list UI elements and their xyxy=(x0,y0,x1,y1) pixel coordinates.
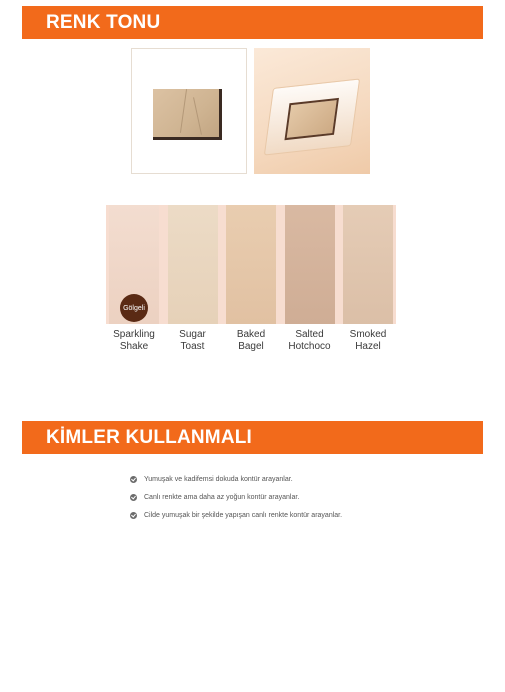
powder-pan-image xyxy=(153,89,222,140)
shade-labels xyxy=(106,329,396,353)
product-photo-compact xyxy=(254,48,370,174)
swatch-smoked-hazel xyxy=(343,205,393,324)
product-photo-pan xyxy=(131,48,247,174)
swatch-sparkling-shake xyxy=(109,205,159,324)
shade-label: Sparkling Shake xyxy=(113,329,155,352)
shade-label: Sugar Toast xyxy=(179,329,206,352)
target-users-list xyxy=(130,475,342,529)
list-item: Cilde yumuşak bir şekilde yapışan canlı renkte kontür arayanlar. xyxy=(130,511,342,520)
shade-swatches xyxy=(106,205,396,324)
list-item: Canlı renkte ama daha az yoğun kontür arayanlar. xyxy=(130,493,342,502)
shade-label: Baked Bagel xyxy=(236,329,266,352)
list-item: Yumuşak ve kadifemsi dokuda kontür arayanlar. xyxy=(130,475,342,484)
shade-label: Salted Hotchoco xyxy=(288,329,331,352)
check-circle-icon xyxy=(130,494,137,501)
swatch-sugar-toast xyxy=(168,205,218,324)
section-title: RENK TONU xyxy=(46,11,161,33)
swatch-salted-hotchoco xyxy=(285,205,335,324)
shade-label: Smoked Hazel xyxy=(349,329,387,352)
check-circle-icon xyxy=(130,512,137,519)
section-banner-kimler-kullanmali xyxy=(22,421,483,454)
section-banner-renk-tonu xyxy=(22,6,483,39)
shimmer-badge: Gölgeli xyxy=(120,294,148,322)
swatch-baked-bagel xyxy=(226,205,276,324)
section-title: KİMLER KULLANMALI xyxy=(46,426,253,448)
check-circle-icon xyxy=(130,476,137,483)
compact-case-image xyxy=(264,78,360,155)
